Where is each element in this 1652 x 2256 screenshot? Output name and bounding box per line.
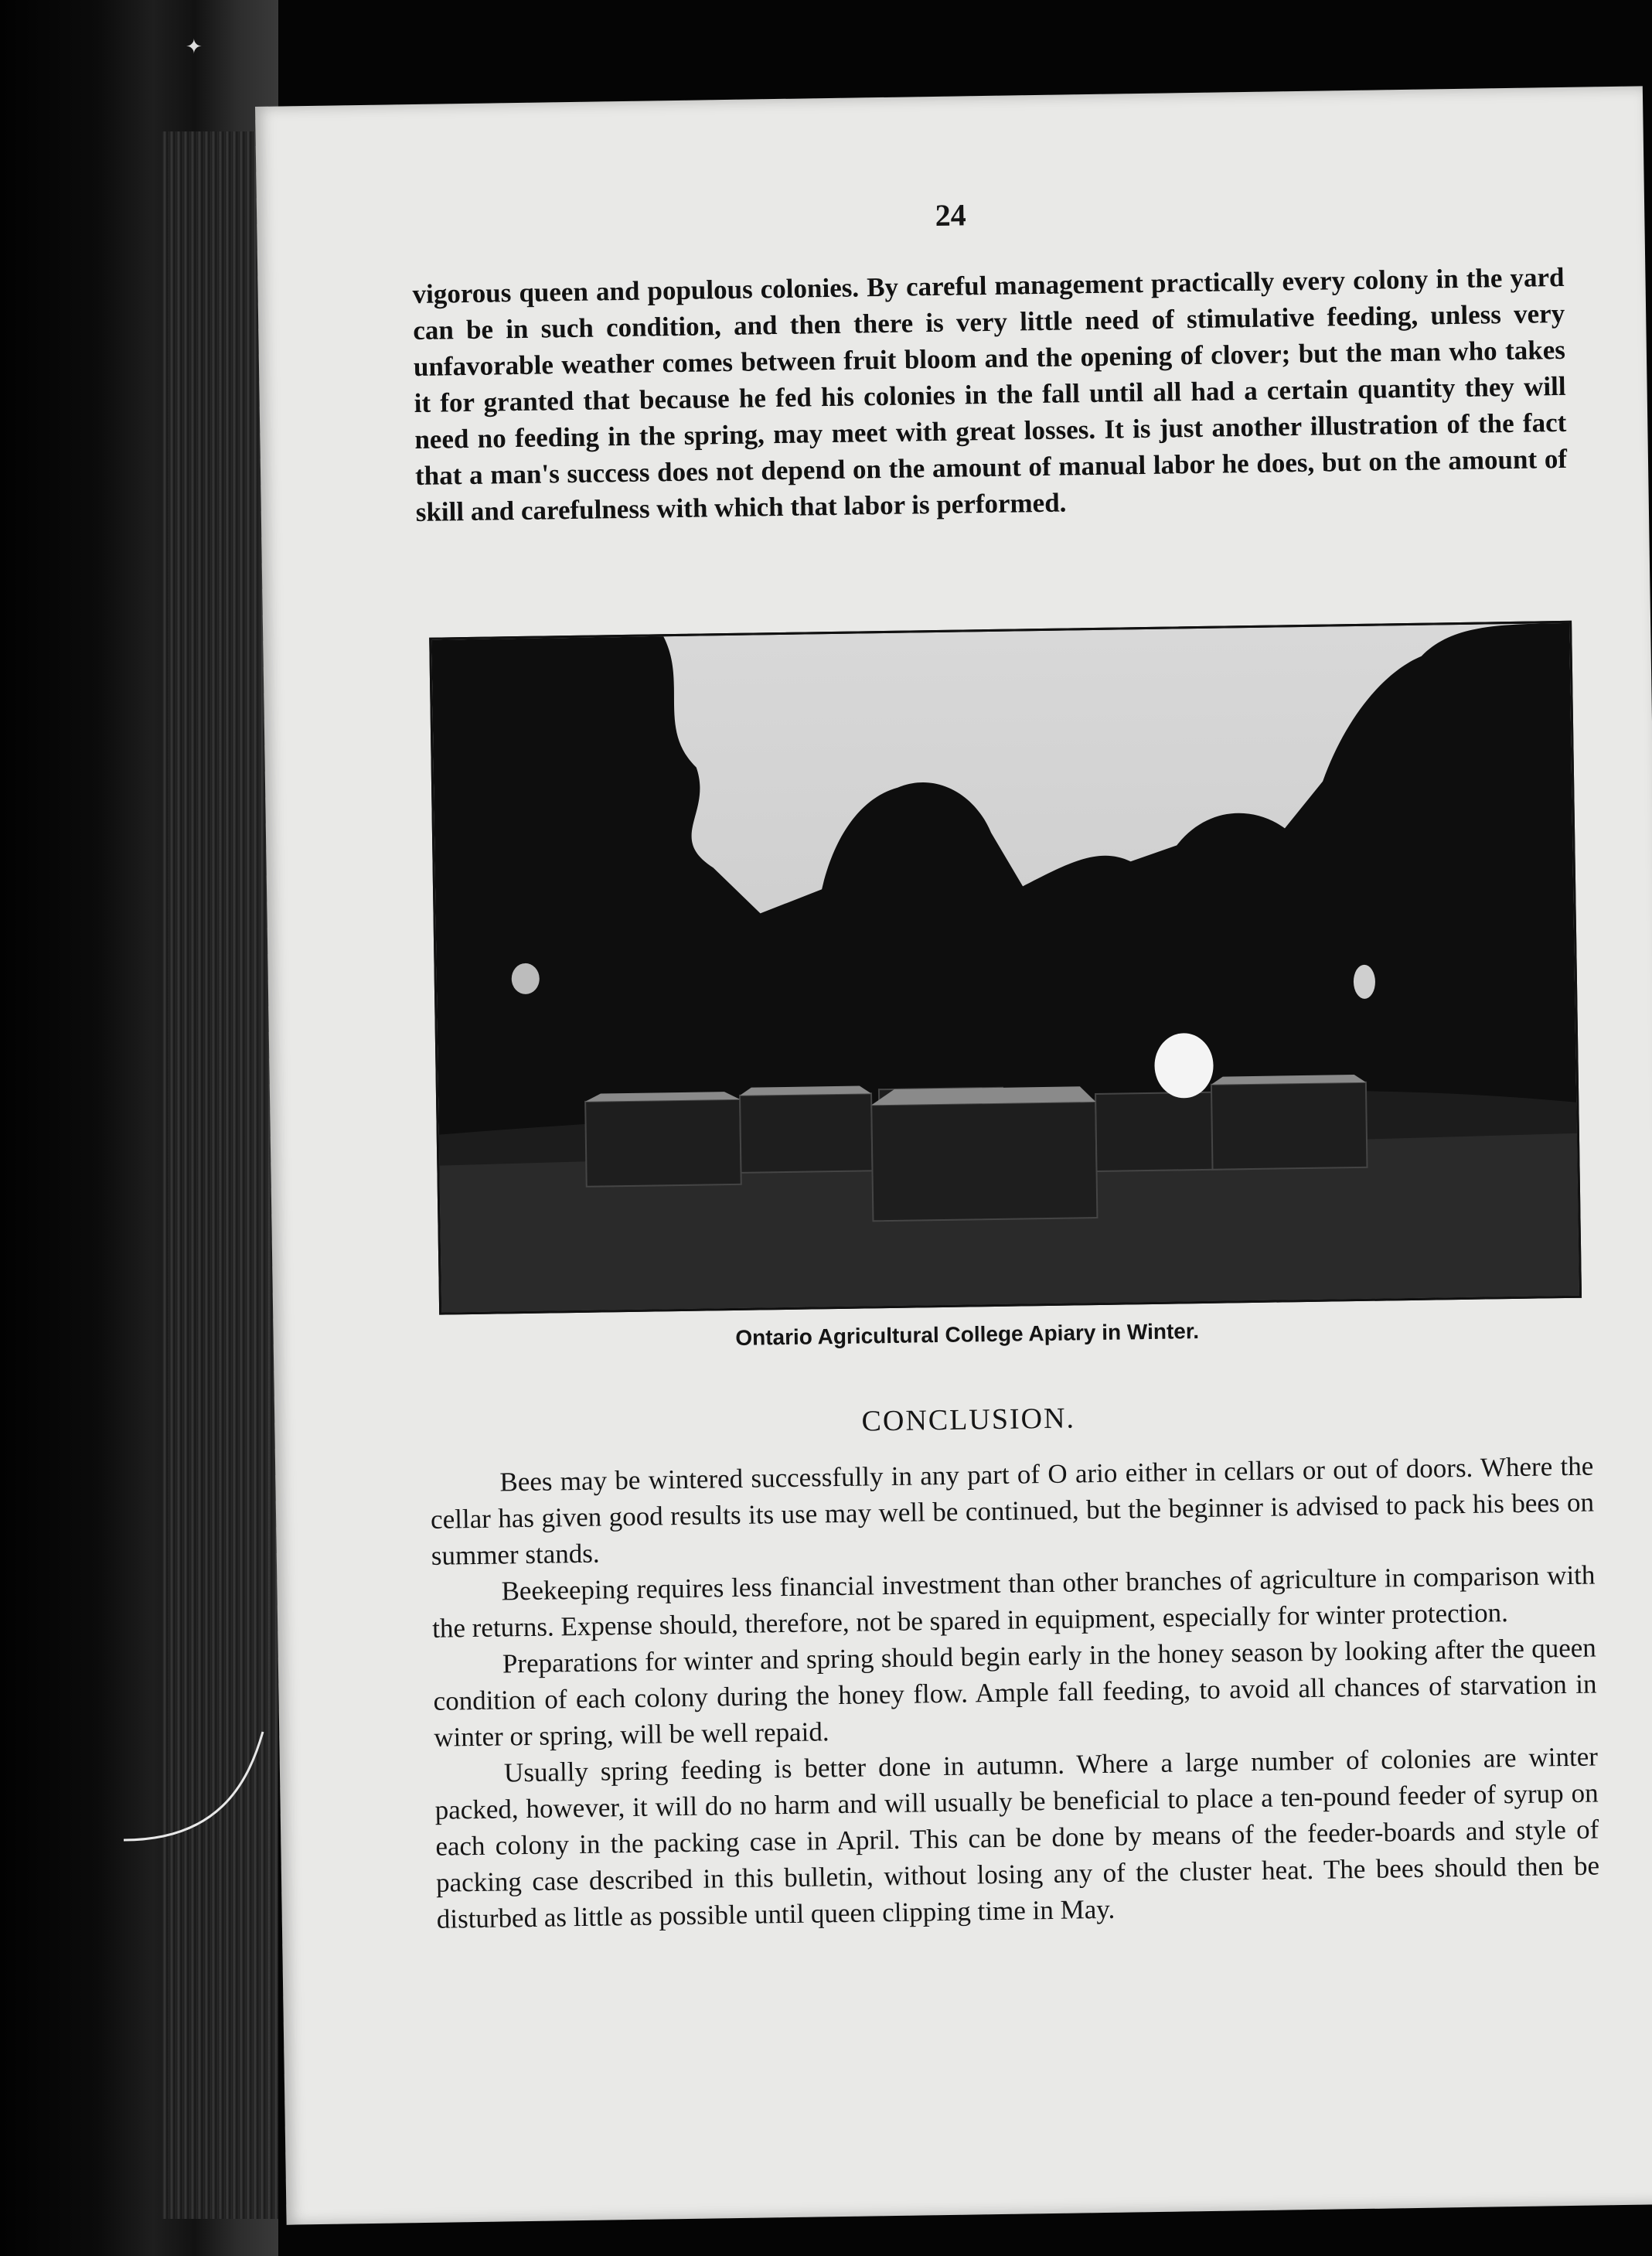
page-crease-line	[116, 1724, 271, 1863]
photo-caption: Ontario Agricultural College Apiary in Winter.	[735, 1319, 1200, 1350]
conclusion-body	[430, 1448, 1600, 1937]
page-number: 24	[935, 197, 967, 233]
top-paragraph: vigorous queen and populous colonies. By careful management practically every colony in the yard can be in such condition, and then there is very little need of stimulative feeding, unless very unfavorable weather comes between fruit bloom and the opening of clover; but the man who takes it for granted that because he fed his colonies in the fall until all had a certain quantity they will need no feeding in the spring, may meet with great losses. It is just another illustration of the fact that a man's success does not depend on the amount of manual labor he does, but on the amount of skill and carefulness with which that labor is performed.	[412, 261, 1568, 527]
apiary-photo-image	[431, 623, 1579, 1313]
book-page	[255, 86, 1652, 2224]
section-heading: CONCLUSION.	[861, 1402, 1076, 1438]
conclusion-paragraph: Bees may be wintered successfully in any part of O ario either in cellars or out of doors. Where the cellar has given good results its use may well be continued, but the beginner is advised to pack his bees on summer stands.	[430, 1450, 1595, 1571]
conclusion-paragraph: Usually spring feeding is better done in autumn. Where a large number of colonies are winter packed, however, it will do no harm and will usually be beneficial to place a ten-pound feeder of syrup on each colony in the packing case in April. This can be done by means of the feeder-boards and style of packing case described in this bulletin, without losing any of the cluster heat. The bees should then be disturbed as little as possible until queen clipping time in May.	[434, 1741, 1600, 1934]
scan-mark: ✦	[186, 36, 203, 58]
apiary-photo	[429, 621, 1582, 1315]
conclusion-paragraph: Beekeeping requires less financial investment than other branches of agriculture in comparison with the returns. Expense should, therefore, not be spared in equipment, especially for winter protection.	[431, 1559, 1596, 1644]
conclusion-paragraph: Preparations for winter and spring should begin early in the honey season by looking after the queen condition of each colony during the honey flow. Ample fall feeding, to avoid all chances of starvation in winter or spring, will be well repaid.	[433, 1632, 1597, 1753]
